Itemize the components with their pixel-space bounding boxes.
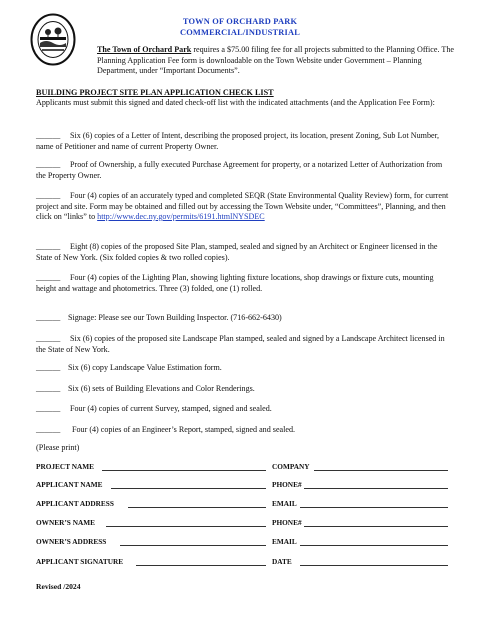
division-heading: COMMERCIAL/INDUSTRIAL xyxy=(179,28,301,37)
applicant-address-label: APPLICANT ADDRESS xyxy=(36,499,114,508)
applicant-phone-field[interactable] xyxy=(304,488,448,489)
checklist-item-text: Six (6) copies of a Letter of Intent, describing the proposed project, its location, present Zoning, Sub Lot Number, name of Petitioner and name of current Property Owner. xyxy=(36,131,439,151)
check-blank[interactable]: ______ xyxy=(36,384,61,393)
check-blank[interactable]: ______ xyxy=(36,160,61,169)
form-row xyxy=(36,480,456,490)
checklist-item-text: Signage: Please see our Town Building Inspector. (716-662-6430) xyxy=(68,313,282,322)
owners-name-label: OWNER’S NAME xyxy=(36,518,95,527)
town-name-emphasis: The Town of Orchard Park xyxy=(97,45,192,54)
owners-name-field[interactable] xyxy=(106,526,266,527)
applicant-signature-field[interactable] xyxy=(136,565,266,566)
project-name-label: PROJECT NAME xyxy=(36,462,95,471)
check-blank[interactable]: ______ xyxy=(36,404,61,413)
checklist-item xyxy=(36,425,454,436)
project-name-field[interactable] xyxy=(102,470,266,471)
check-blank[interactable]: ______ xyxy=(36,273,61,282)
form-row xyxy=(36,518,456,528)
form-row xyxy=(36,537,456,547)
check-blank[interactable]: ______ xyxy=(36,425,61,434)
form-row xyxy=(36,557,456,567)
company-label: COMPANY xyxy=(272,462,310,471)
checklist-item xyxy=(36,363,454,374)
checklist-item xyxy=(36,242,454,263)
applicant-signature-label: APPLICANT SIGNATURE xyxy=(36,557,124,566)
form-row xyxy=(36,499,456,509)
checklist-item xyxy=(36,404,454,415)
please-print-note: (Please print) xyxy=(36,443,80,452)
town-name-heading: TOWN OF ORCHARD PARK xyxy=(182,17,298,26)
checklist-item-text: Six (6) sets of Building Elevations and Color Renderings. xyxy=(68,384,255,393)
check-blank[interactable]: ______ xyxy=(36,363,61,372)
checklist-item-text: Four (4) copies of an accurately typed and completed SEQR (State Environmental Quality Review) form, for current project and site. Form may be obtained and filled out by accessing the Town Website under, “Committees”, Planning, and then click on “links” to xyxy=(36,191,449,221)
check-blank[interactable]: ______ xyxy=(36,242,61,251)
checklist-item-text: Six (6) copy Landscape Value Estimation form. xyxy=(68,363,222,372)
fee-intro-paragraph xyxy=(97,45,459,77)
company-field[interactable] xyxy=(314,470,448,471)
email-label: EMAIL xyxy=(272,499,297,508)
revised-note: Revised /2024 xyxy=(36,582,81,591)
checklist-item xyxy=(36,384,454,395)
check-blank[interactable]: ______ xyxy=(36,191,61,200)
email-label: EMAIL xyxy=(272,537,297,546)
checklist-item-text: Proof of Ownership, a fully executed Purchase Agreement for property, or a notarized Letter of Authorization from the Property Owner. xyxy=(36,160,443,180)
phone-label: PHONE# xyxy=(272,518,302,527)
date-field[interactable] xyxy=(300,565,448,566)
owners-phone-field[interactable] xyxy=(304,526,448,527)
checklist-item xyxy=(36,191,454,223)
owners-email-field[interactable] xyxy=(300,545,448,546)
form-row xyxy=(36,462,456,472)
checklist-item xyxy=(36,334,454,355)
checklist-item-text: Six (6) copies of the proposed site Landscape Plan stamped, sealed and signed by a Landscape Architect licensed in the State of New York. xyxy=(36,334,445,354)
phone-label: PHONE# xyxy=(272,480,302,489)
applicant-email-field[interactable] xyxy=(300,507,448,508)
applicant-address-field[interactable] xyxy=(128,507,266,508)
checklist-item xyxy=(36,131,454,152)
checklist-description: Applicants must submit this signed and dated check-off list with the indicated attachments (and the Application Fee Form): xyxy=(36,98,435,107)
nysdec-link[interactable]: http://www.dec.ny.gov/permits/6191.htmlNYSDEC xyxy=(97,212,265,221)
checklist-item xyxy=(36,273,454,294)
checklist-item-text: Four (4) copies of the Lighting Plan, showing lighting fixture locations, shop drawings or fixture cuts, mounting height and wattage and photometrics. Three (3) folded, one (1) rolled. xyxy=(36,273,434,293)
date-label: DATE xyxy=(272,557,292,566)
check-blank[interactable]: ______ xyxy=(36,313,61,322)
owners-address-field[interactable] xyxy=(120,545,266,546)
owners-address-label: OWNER’S ADDRESS xyxy=(36,537,107,546)
check-blank[interactable]: ______ xyxy=(36,334,61,343)
checklist-item-text: Four (4) copies of current Survey, stamped, signed and sealed. xyxy=(70,404,272,413)
checklist-title: BUILDING PROJECT SITE PLAN APPLICATION CHECK LIST xyxy=(36,88,274,97)
applicant-name-field[interactable] xyxy=(111,488,266,489)
fee-intro-text: requires a $75.00 filing fee for all projects submitted to the Planning Office. The Planning Application Fee form is downloadable on the Town Website under Government – Planning Department, under “Important Documents”. xyxy=(97,45,454,75)
checklist-item-text: Eight (8) copies of the proposed Site Plan, stamped, sealed and signed by an Architect or Engineer licensed in the State of New York. (Six folded copies & two rolled copies). xyxy=(36,242,438,262)
check-blank[interactable]: ______ xyxy=(36,131,61,140)
checklist-item xyxy=(36,313,454,324)
checklist-item-text: Four (4) copies of an Engineer’s Report, stamped, signed and sealed. xyxy=(72,425,296,434)
applicant-name-label: APPLICANT NAME xyxy=(36,480,103,489)
checklist-item xyxy=(36,160,454,181)
